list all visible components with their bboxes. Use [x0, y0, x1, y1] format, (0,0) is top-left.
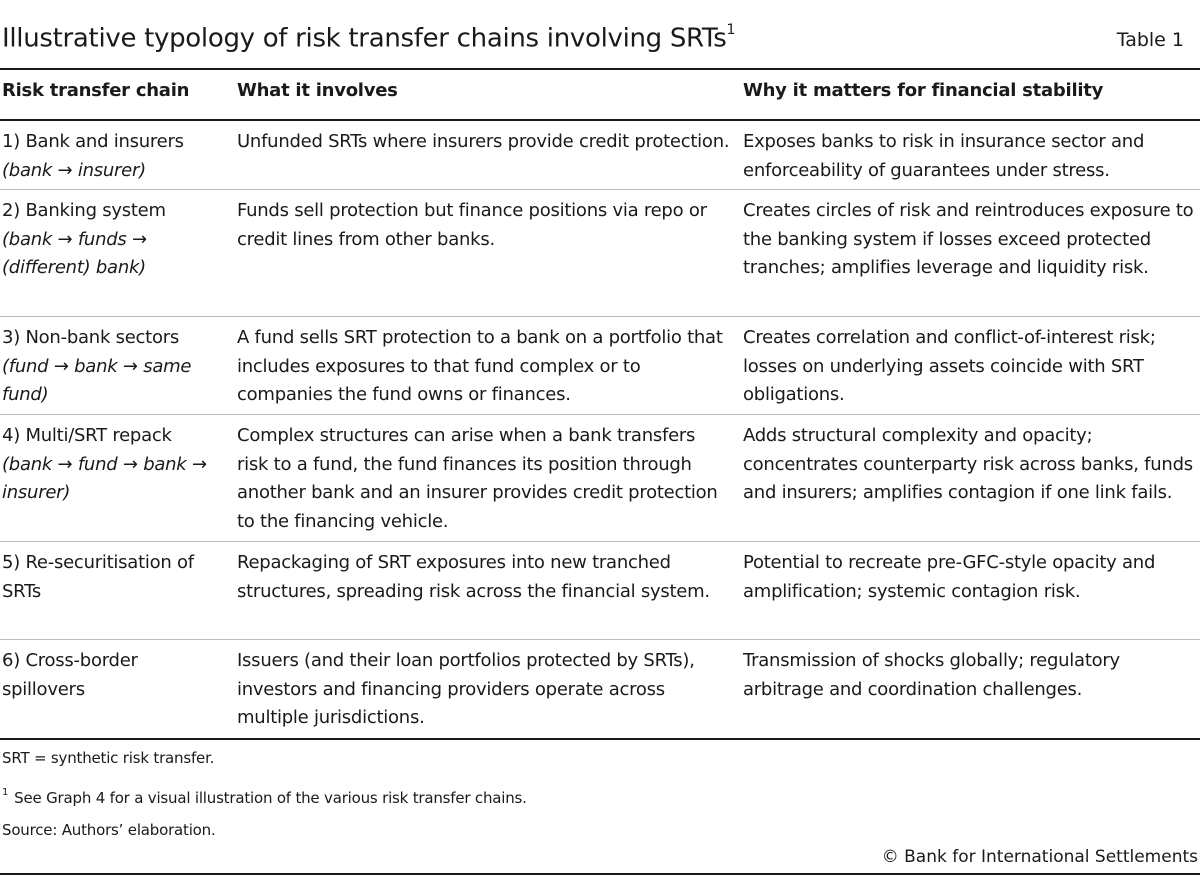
- row-6-chain: [2, 647, 224, 704]
- footnote-1: [2, 785, 527, 808]
- row-2-chain: [2, 197, 224, 283]
- footnote-abbreviation: SRT = synthetic risk transfer.: [2, 749, 215, 767]
- row-divider: [0, 414, 1200, 415]
- table-top-rule: [0, 68, 1200, 70]
- copyright-notice: © Bank for International Settlements: [881, 847, 1198, 867]
- row-chain-label: 5) Re-securitisation of SRTs: [2, 552, 194, 602]
- row-3-chain: [2, 324, 224, 410]
- row-3-matters: Creates correlation and conflict-of-interest risk; losses on underlying assets coincide with SRT obligations.: [743, 327, 1156, 405]
- row-2-involves: Funds sell protection but finance positions via repo or credit lines from other banks.: [237, 200, 707, 250]
- row-4-chain: [2, 422, 224, 508]
- row-divider: [0, 639, 1200, 640]
- row-chain-label: 6) Cross-border spillovers: [2, 650, 138, 700]
- row-chain-detail: (bank → insurer): [2, 159, 146, 181]
- row-6-matters: Transmission of shocks globally; regulatory arbitrage and coordination challenges.: [743, 650, 1120, 700]
- footnote-text: See Graph 4 for a visual illustration of the various risk transfer chains.: [14, 789, 527, 807]
- title-footnote-mark: 1: [726, 22, 736, 38]
- row-1-matters: Exposes banks to risk in insurance sector and enforceability of guarantees under stress.: [743, 131, 1145, 181]
- row-divider: [0, 541, 1200, 542]
- row-chain-label: 4) Multi/SRT repack: [2, 425, 172, 446]
- table-number: Table 1: [1116, 29, 1184, 51]
- row-chain-detail: (bank → fund → bank → insurer): [2, 453, 207, 503]
- row-3-involves: A fund sells SRT protection to a bank on a portfolio that includes exposures to that fund complex or to companies the fund owns or finances.: [237, 327, 723, 405]
- row-chain-label: 2) Banking system: [2, 200, 166, 221]
- row-chain-label: 3) Non-bank sectors: [2, 327, 180, 348]
- row-2-matters: Creates circles of risk and reintroduces exposure to the banking system if losses exceed protected tranches; amplifies leverage and liquidity risk.: [743, 200, 1194, 278]
- row-divider: [0, 189, 1200, 190]
- row-1-chain: [2, 128, 224, 185]
- row-1-involves: Unfunded SRTs where insurers provide credit protection.: [237, 131, 730, 152]
- row-5-chain: [2, 549, 224, 606]
- row-4-matters: Adds structural complexity and opacity; concentrates counterparty risk across banks, funds and insurers; amplifies contagion if one link fails.: [743, 425, 1193, 503]
- header-bottom-rule: [0, 119, 1200, 121]
- table-bottom-rule: [0, 738, 1200, 740]
- row-5-matters: Potential to recreate pre-GFC-style opacity and amplification; systemic contagion risk.: [743, 552, 1156, 602]
- footnote-source: Source: Authors’ elaboration.: [2, 821, 216, 839]
- row-4-involves: Complex structures can arise when a bank transfers risk to a fund, the fund finances its position through another bank and an insurer provides credit protection to the financing vehicle.: [237, 425, 718, 532]
- row-5-involves: Repackaging of SRT exposures into new tranched structures, spreading risk across the financial system.: [237, 552, 710, 602]
- row-chain-detail: (fund → bank → same fund): [2, 355, 192, 405]
- column-header-chain: Risk transfer chain: [2, 80, 190, 101]
- table-title: [2, 16, 735, 56]
- page-bottom-rule: [0, 873, 1200, 875]
- row-chain-label: 1) Bank and insurers: [2, 131, 184, 152]
- table-title-text: Illustrative typology of risk transfer chains involving SRTs: [2, 23, 727, 54]
- footnote-mark: 1: [2, 787, 9, 798]
- row-chain-detail: (bank → funds → (different) bank): [2, 228, 147, 278]
- row-6-involves: Issuers (and their loan portfolios protected by SRTs), investors and financing providers operate across multiple jurisdictions.: [237, 650, 695, 728]
- column-header-matters: Why it matters for financial stability: [743, 80, 1104, 101]
- column-header-involves: What it involves: [237, 80, 398, 101]
- row-divider: [0, 316, 1200, 317]
